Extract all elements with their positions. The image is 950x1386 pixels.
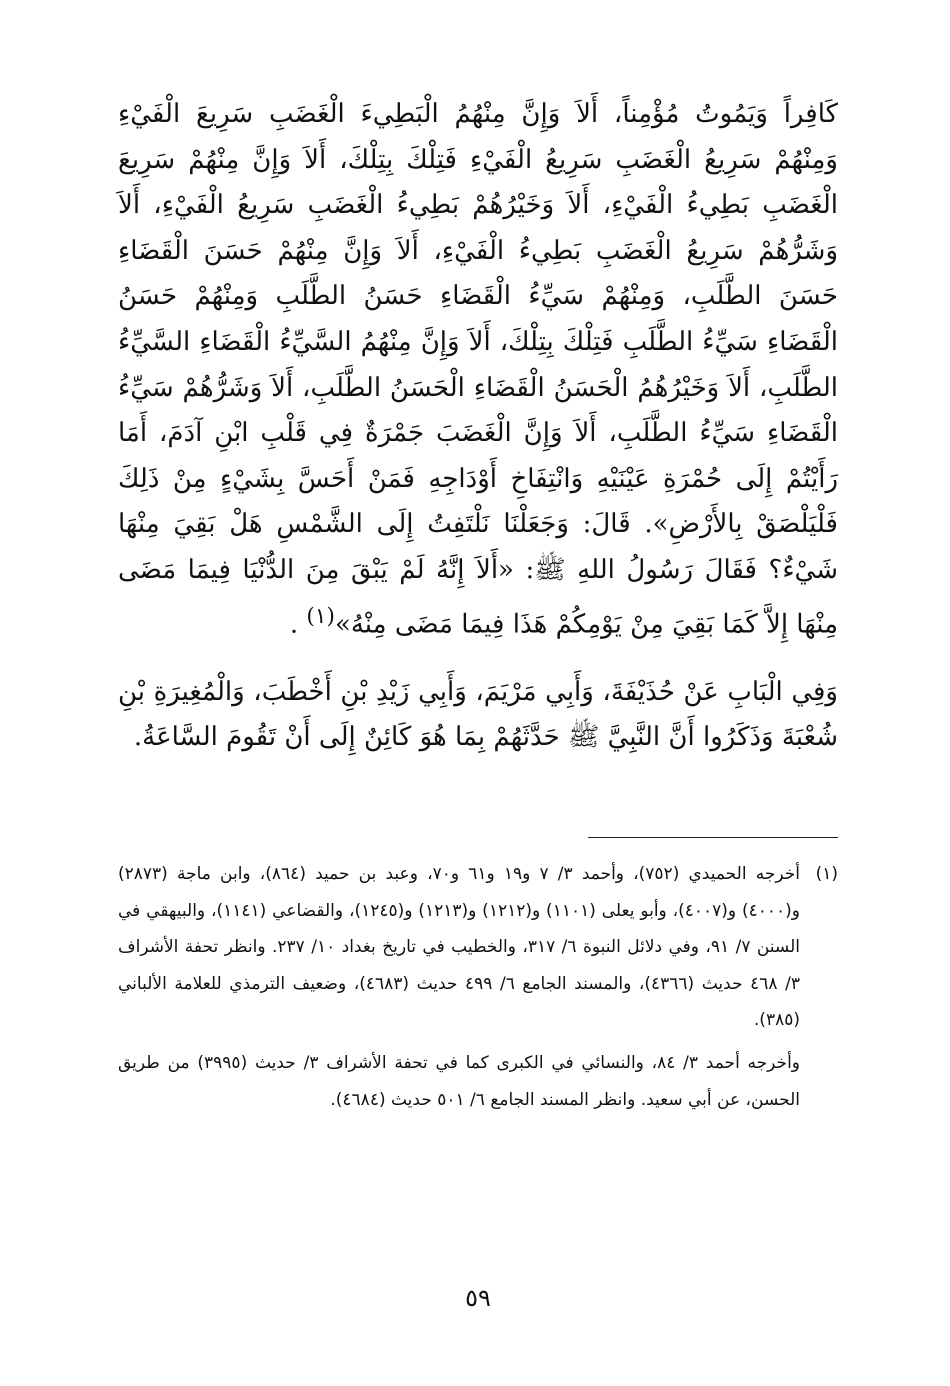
- footnote-reference: (١): [306, 603, 335, 629]
- footnote-separator: [588, 837, 838, 838]
- main-paragraph: [118, 92, 838, 648]
- footnote-marker: (١): [815, 864, 838, 884]
- main-paragraph-end: .: [289, 609, 307, 640]
- footnote-continuation: وأخرجه أحمد ٣/ ٨٤، والنسائي في الكبرى كما في تحفة الأشراف ٣/ حديث (٣٩٩٥) من طريق الحسن، عن أبي سعيد. وانظر المسند الجامع ٦/ ٥٠١ حديث (٤٦٨٤).: [118, 1052, 800, 1110]
- main-paragraph-text: كَافِراً وَيَمُوتُ مُؤْمِناً، أَلاَ وَإِنَّ مِنْهُمُ الْبَطِيءَ الْغَضَبِ سَرِيعَ الْفَيْءِ وَمِنْهُمْ سَرِيعُ الْغَضَبِ سَرِيعُ الْفَيْءِ فَتِلْكَ بِتِلْكَ، أَلاَ وَإِنَّ مِنْهُمْ سَرِيعَ الْغَضَبِ بَطِيءُ الْفَيْءِ، أَلاَ وَخَيْرُهُمْ بَطِيءُ الْغَضَبِ سَرِيعُ الْفَيْءِ، أَلاَ وَشَرُّهُمْ سَرِيعُ الْغَضَبِ بَطِيءُ الْفَيْءِ، أَلاَ وَإِنَّ مِنْهُمْ حَسَنَ الْقَضَاءِ حَسَنَ الطَّلَبِ، وَمِنْهُمْ سَيِّءُ الْقَضَاءِ حَسَنُ الطَّلَبِ وَمِنْهُمْ حَسَنُ الْقَضَاءِ سَيِّءُ الطَّلَبِ فَتِلْكَ بِتِلْكَ، أَلاَ وَإِنَّ مِنْهُمُ السَّيِّءُ الْقَضَاءِ السَّيِّءُ الطَّلَبِ، أَلاَ وَخَيْرُهُمُ الْحَسَنُ الْقَضَاءِ الْحَسَنُ الطَّلَبِ، أَلاَ وَشَرُّهُمْ سَيِّءُ الْقَضَاءِ سَيِّءُ الطَّلَبِ، أَلاَ وَإِنَّ الْغَضَبَ جَمْرَةٌ فِي قَلْبِ ابْنِ آدَمَ، أَمَا رَأَيْتُمْ إِلَى حُمْرَةِ عَيْنَيْهِ وَانْتِفَاخِ أَوْدَاجِهِ فَمَنْ أَحَسَّ بِشَيْءٍ مِنْ ذَلِكَ فَلْيَلْصَقْ بِالأَرْضِ». قَالَ: وَجَعَلْنَا نَلْتَفِتُ إِلَى الشَّمْسِ هَلْ بَقِيَ مِنْهَا شَيْءٌ؟ فَقَالَ رَسُولُ اللهِ ﷺ: «أَلاَ إِنَّهُ لَمْ يَبْقَ مِنَ الدُّنْيَا فِيمَا مَضَى مِنْهَا إِلاَّ كَمَا بَقِيَ مِنْ يَوْمِكُمْ هَذَا فِيمَا مَضَى مِنْهُ»: [118, 99, 838, 640]
- footnote-text: أخرجه الحميدي (٧٥٢)، وأحمد ٣/ ٧ و١٩ و٦١ و٧٠، وعبد بن حميد (٨٦٤)، وابن ماجة (٢٨٧٣) و(٤٠٠٠) و(٤٠٠٧)، وأبو يعلى (١١٠١) و(١٢١٢) و(١٢١٣) و(١٢٤٥)، والقضاعي (١١٤١)، والبيهقي في السنن ٧/ ٩١، وفي دلائل النبوة ٦/ ٣١٧، والخطيب في تاريخ بغداد ١٠/ ٢٣٧. وانظر تحفة الأشراف ٣/ ٤٦٨ حديث (٤٣٦٦)، والمسند الجامع ٦/ ٤٩٩ حديث (٤٦٨٣)، وضعيف الترمذي للعلامة الألباني (٣٨٥).: [118, 864, 800, 1031]
- footnote-1: [118, 856, 838, 1039]
- footnotes-section: [118, 856, 838, 1118]
- chapter-note-paragraph: وَفِي الْبَابِ عَنْ حُذَيْفَةَ، وَأَبِي مَرْيَمَ، وَأَبِي زَيْدِ بْنِ أَخْطَبَ، وَالْمُغِيرَةِ بْنِ شُعْبَةَ وَذَكَرُوا أَنَّ النَّبِيَّ ﷺ حَدَّثَهُمْ بِمَا هُوَ كَائِنٌ إِلَى أَنْ تَقُومَ السَّاعَةُ.: [118, 676, 838, 753]
- book-page: [118, 92, 838, 1312]
- page-number: ٥٩: [465, 1284, 491, 1312]
